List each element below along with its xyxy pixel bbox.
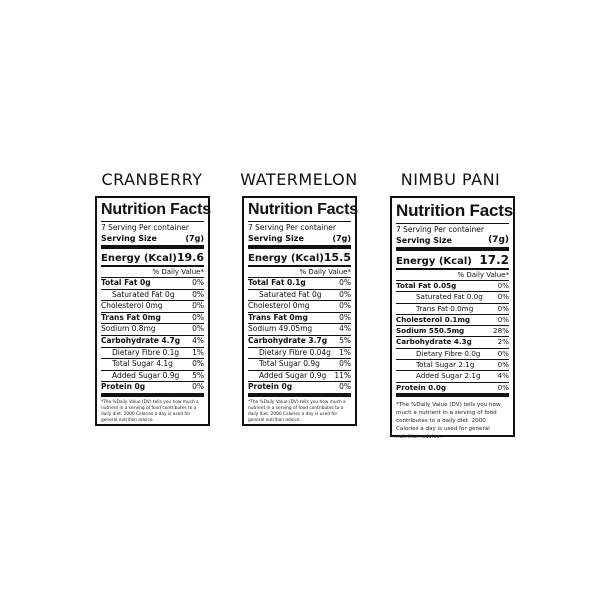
energy-value: 15.5 <box>323 251 351 264</box>
panel-nimbu-pani <box>383 168 518 443</box>
nutrient-label: Carbohydrate 4.7g <box>101 335 181 345</box>
nutrient-label: Added Sugar 2.1g <box>416 371 481 381</box>
servings-per-container: 7 Serving Per container <box>248 223 336 232</box>
nutrient-dv: 0% <box>192 324 204 334</box>
nutrient-label: Total Fat 0.05g <box>396 281 457 290</box>
nutrient-dv: 1% <box>192 347 204 357</box>
nutrient-label: Sodium 550.5mg <box>396 326 465 336</box>
nutrient-dv: 5% <box>192 370 204 380</box>
nutrient-row <box>101 348 204 360</box>
nutrient-row <box>101 371 204 383</box>
nutrient-dv: 0% <box>339 289 351 299</box>
nutrient-label: Cholesterol 0.1mg <box>396 314 471 324</box>
nutrient-label: Sodium 49.05mg <box>248 324 313 334</box>
energy-label: Energy (Kcal) <box>101 253 177 264</box>
servings-per-container: 7 Serving Per container <box>101 223 189 232</box>
nutrient-dv: 0% <box>339 278 351 287</box>
serving-size-label: Serving Size <box>248 234 304 243</box>
nutrient-row <box>101 301 204 313</box>
nutrient-row <box>101 290 204 302</box>
nutrient-row <box>396 326 509 337</box>
nutrient-label: Cholesterol 0mg <box>248 301 310 311</box>
nutrient-dv: 0% <box>497 303 509 313</box>
nutrient-label: Total Fat 0.1g <box>248 278 306 287</box>
daily-value-header: % Daily Value* <box>101 267 204 278</box>
nutrient-label: Trans Fat 0.0mg <box>416 303 474 313</box>
nutrient-label: Trans Fat 0mg <box>248 312 308 322</box>
nutrition-label <box>95 196 210 426</box>
nutrient-row <box>248 324 351 336</box>
nutrient-row <box>248 371 351 383</box>
energy-value: 19.6 <box>176 251 204 264</box>
nutrient-dv: 0% <box>339 312 351 322</box>
nutrient-dv: 0% <box>497 382 509 392</box>
nutrient-row <box>248 382 351 397</box>
nutrient-dv: 1% <box>339 347 351 357</box>
nutrient-label: Protein 0g <box>101 382 146 392</box>
nutrient-label: Saturated Fat 0.0g <box>416 292 483 302</box>
nutrient-row <box>101 336 204 348</box>
energy-row <box>396 251 509 270</box>
nutrient-label: Total Fat 0g <box>101 278 151 287</box>
nutrient-dv: 0% <box>339 382 351 392</box>
panel-watermelon <box>235 168 363 438</box>
nutrient-row <box>101 278 204 290</box>
nutrient-dv: 0% <box>192 289 204 299</box>
nutrient-label: Carbohydrate 4.3g <box>396 337 472 347</box>
energy-label: Energy (Kcal) <box>248 253 324 264</box>
nutrient-label: Protein 0g <box>248 382 293 392</box>
nutrient-label: Total Sugar 4.1g <box>112 359 173 369</box>
nutrient-dv: 28% <box>493 326 509 336</box>
nutrient-label: Dietary Fibre 0.1g <box>112 347 180 357</box>
serving-size-value: (7g) <box>332 234 351 243</box>
nutrient-row <box>101 313 204 325</box>
nutrition-facts-title: Nutrition Facts <box>396 200 509 224</box>
nutrient-dv: 0% <box>192 278 204 287</box>
nutrient-dv: 11% <box>334 370 351 380</box>
serving-size-value: (7g) <box>185 234 204 243</box>
nutrient-dv: 5% <box>339 335 351 345</box>
energy-row <box>248 249 351 267</box>
nutrient-label: Sodium 0.8mg <box>101 324 156 334</box>
flavor-title: NIMBU PANI <box>400 170 501 189</box>
nutrient-row <box>396 315 509 326</box>
nutrient-label: Total Sugar 0.9g <box>259 359 320 369</box>
nutrient-row <box>396 371 509 382</box>
nutrient-row <box>101 324 204 336</box>
serving-size-label: Serving Size <box>101 234 157 243</box>
nutrient-row <box>396 292 509 303</box>
nutrient-label: Protein 0.0g <box>396 382 447 392</box>
nutrition-label <box>242 196 357 426</box>
nutrient-label: Dietary Fibre 0.0g <box>416 348 481 358</box>
nutrient-dv: 0% <box>497 314 509 324</box>
nutrient-label: Total Sugar 2.1g <box>416 360 475 370</box>
nutrient-row <box>248 290 351 302</box>
daily-value-footnote: *The %Daily Value (DV) tells you how much a nutrient in a serving of food contributes to a daily diet. 2000 Calories a day is used for general nutrition advice. <box>248 399 346 423</box>
nutrient-label: Dietary Fibre 0.04g <box>259 347 331 357</box>
nutrient-row <box>248 278 351 290</box>
nutrient-dv: 4% <box>192 335 204 345</box>
nutrient-row <box>248 313 351 325</box>
energy-row <box>101 249 204 267</box>
nutrient-dv: 0% <box>192 301 204 311</box>
nutrient-dv: 0% <box>192 382 204 392</box>
daily-value-header: % Daily Value* <box>248 267 351 278</box>
nutrient-label: Added Sugar 0.9g <box>259 370 327 380</box>
daily-value-footnote: *The %Daily Value (DV) tells you how much a nutrient in a serving of food contributes to a daily diet. 2000 Calories a day is used for general nutrition advice. <box>396 401 501 440</box>
serving-size-row <box>248 233 351 249</box>
flavor-title: WATERMELON <box>240 170 358 189</box>
nutrient-row <box>248 336 351 348</box>
nutrient-dv: 2% <box>497 337 509 347</box>
nutrient-label: Saturated Fat 0g <box>112 289 175 299</box>
nutrient-dv: 0% <box>339 359 351 369</box>
nutrient-row <box>396 360 509 371</box>
nutrient-row <box>101 359 204 371</box>
nutrient-row <box>396 383 509 397</box>
nutrient-dv: 0% <box>497 360 509 370</box>
nutrient-dv: 0% <box>192 312 204 322</box>
nutrient-label: Carbohydrate 3.7g <box>248 335 328 345</box>
nutrient-dv: 4% <box>497 371 509 381</box>
daily-value-header: % Daily Value* <box>396 270 509 281</box>
nutrition-label <box>390 196 515 440</box>
nutrient-row <box>396 349 509 360</box>
nutrient-row <box>396 281 509 292</box>
daily-value-footnote: *The %Daily Value (DV) tells you how much a nutrient in a serving of food contributes to a daily diet. 2000 Calories a day is used for general nutrition advice. <box>101 399 199 423</box>
nutrient-row <box>101 382 204 397</box>
nutrient-label: Cholesterol 0mg <box>101 301 163 311</box>
energy-label: Energy (Kcal) <box>396 256 472 267</box>
energy-value: 17.2 <box>479 253 509 267</box>
nutrient-dv: 0% <box>339 301 351 311</box>
serving-size-label: Serving Size <box>396 236 452 245</box>
nutrient-dv: 0% <box>192 359 204 369</box>
flavor-title: CRANBERRY <box>101 170 203 189</box>
nutrient-row <box>248 301 351 313</box>
nutrient-row <box>248 348 351 360</box>
panel-cranberry <box>88 168 216 438</box>
nutrient-dv: 0% <box>497 348 509 358</box>
nutrient-label: Added Sugar 0.9g <box>112 370 180 380</box>
nutrient-dv: 0% <box>497 281 509 290</box>
nutrient-row <box>396 337 509 348</box>
nutrient-dv: 4% <box>339 324 351 334</box>
serving-size-row <box>101 233 204 249</box>
servings-per-container: 7 Serving Per container <box>396 225 484 234</box>
nutrition-facts-title: Nutrition Facts <box>248 200 351 222</box>
nutrient-row <box>396 304 509 315</box>
nutrient-label: Saturated Fat 0g <box>259 289 322 299</box>
nutrition-facts-title: Nutrition Facts <box>101 200 204 222</box>
serving-size-row <box>396 235 509 251</box>
nutrient-dv: 0% <box>497 292 509 302</box>
nutrient-row <box>248 359 351 371</box>
serving-size-value: (7g) <box>488 235 509 245</box>
nutrient-label: Trans Fat 0mg <box>101 312 161 322</box>
